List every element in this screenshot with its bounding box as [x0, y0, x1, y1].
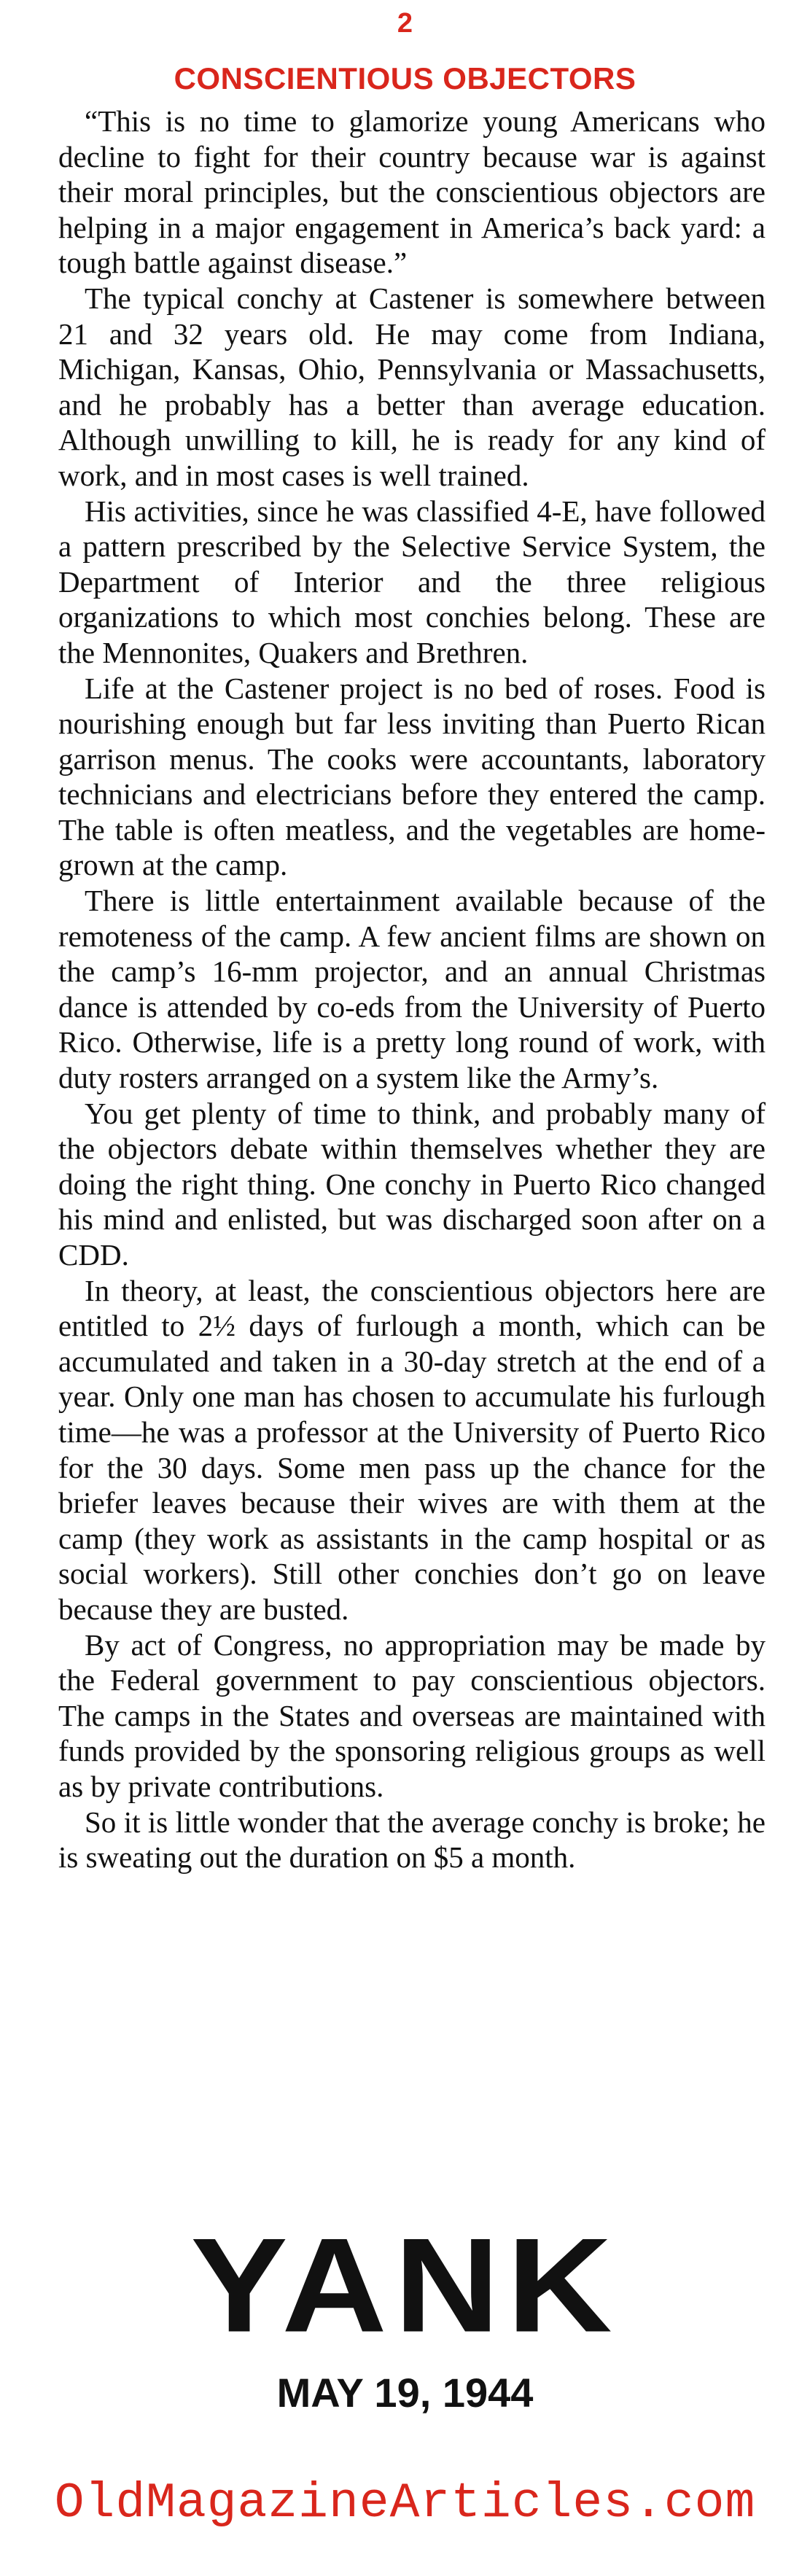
article-paragraph: There is little entertainment available because of the remoteness of the camp. A few ancient films are shown on the camp’s 16-mm projector, and an annual Christmas dance is attended by co-eds from the University of Puerto Rico. Otherwise, life is a pretty long round of work, with duty rosters arranged on a system like the Army’s. — [58, 884, 766, 1095]
article-paragraph: In theory, at least, the conscientious objectors here are entitled to 2½ days of furlough a month, which can be accumulated and taken in a 30-day stretch at the end of a year. Only one man has chosen to accumulate his furlough time—he was a professor at the University of Puerto Rico for the 30 days. Some men pass up the chance for the briefer leaves because their wives are with them at the camp (they work as assistants in the camp hospital or as social workers). Still other conchies don’t go on leave because they are busted. — [58, 1273, 766, 1626]
source-site-link[interactable]: OldMagazineArticles.com — [54, 2475, 756, 2532]
article-paragraph: By act of Congress, no appropriation may be made by the Federal government to pay conscientious objectors. The camps in the States and overseas are maintained with funds provided by the sponsoring religious groups as well as by private contributions. — [58, 1627, 766, 1803]
article-paragraph: You get plenty of time to think, and probably many of the objectors debate within themselves whether they are doing the right thing. One conchy in Puerto Rico changed his mind and enlisted, but was discharged soon after on a CDD. — [58, 1096, 766, 1272]
section-title: CONSCIENTIOUS OBJECTORS — [174, 61, 636, 96]
article-paragraph: So it is little wonder that the average conchy is broke; he is sweating out the duration on $5 a month. — [58, 1805, 766, 1875]
issue-date: MAY 19, 1944 — [276, 2370, 534, 2416]
article-paragraph: “This is no time to glamorize young Americans who decline to fight for their country because war is against their moral principles, but the conscientious objectors are helping in a major engagement in America’s back yard: a tough battle against disease.” — [58, 104, 766, 280]
article-paragraph: The typical conchy at Castener is somewhere between 21 and 32 years old. He may come from Indiana, Michigan, Kansas, Ohio, Pennsylvania or Massachusetts, and he probably has a better than average education. Although unwilling to kill, he is ready for any kind of work, and in most cases is well trained. — [58, 281, 766, 492]
article-body — [58, 104, 766, 1875]
article-paragraph: His activities, since he was classified 4-E, have followed a pattern prescribed by the Selective Service System, the Department of Interior and the three religious organizations to which most conchies belong. These are the Mennonites, Quakers and Brethren. — [58, 494, 766, 669]
page-number: 2 — [397, 8, 413, 39]
publication-masthead: YANK — [190, 2210, 620, 2361]
article-paragraph: Life at the Castener project is no bed of roses. Food is nourishing enough but far less inviting than Puerto Rican garrison menus. The cooks were accountants, laboratory technicians and electricians before they entered the camp. The table is often meatless, and the vegetables are home-grown at the camp. — [58, 671, 766, 882]
